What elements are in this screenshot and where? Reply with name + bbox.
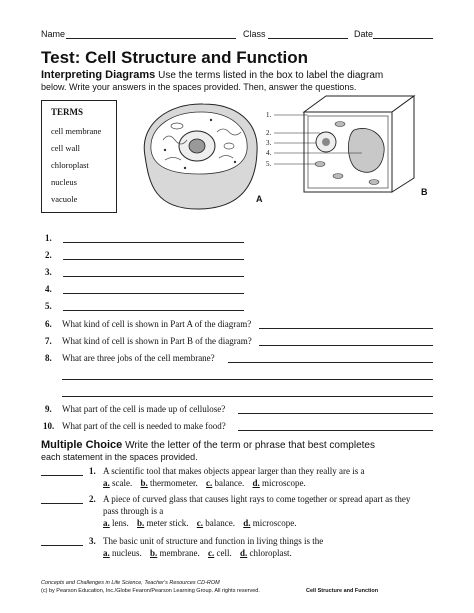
option-letter: a. bbox=[103, 478, 110, 488]
mc-stem: A scientific tool that makes objects appear larger than they really are is a bbox=[103, 466, 365, 476]
option-letter: c. bbox=[196, 518, 204, 528]
option-text: microscope. bbox=[252, 518, 297, 528]
term-item: vacuole bbox=[51, 194, 78, 204]
footer-copyright: (c) by Pearson Education, Inc./Globe Fearon/Pearson Learning Group. All rights reserved. bbox=[41, 588, 260, 594]
plant-cell-diagram bbox=[274, 90, 439, 196]
interpreting-line2: below. Write your answers in the spaces provided. Then, answer the questions. bbox=[41, 82, 357, 92]
footer-source: Concepts and Challenges in Life Science, Teacher's Resources CD-ROM bbox=[41, 580, 220, 586]
option-text: thermometer. bbox=[150, 478, 198, 488]
option-text: microscope. bbox=[262, 478, 306, 488]
answer-line[interactable] bbox=[63, 293, 244, 294]
multiple-choice-line1: Write the letter of the term or phrase that best completes bbox=[125, 440, 375, 451]
mc-options bbox=[103, 518, 297, 528]
term-item: chloroplast bbox=[51, 160, 89, 170]
date-label: Date bbox=[354, 29, 374, 39]
multiple-choice-instructions bbox=[41, 439, 375, 451]
label-b: B bbox=[421, 187, 428, 197]
option-letter: b. bbox=[137, 518, 145, 528]
question-text: What part of the cell is made up of cellulose? bbox=[62, 404, 226, 414]
mc-stem: A piece of curved glass that causes light rays to come together or spread apart as they bbox=[103, 494, 411, 504]
terms-box bbox=[41, 100, 117, 213]
mc-number: 3. bbox=[89, 536, 96, 546]
option-letter: a. bbox=[103, 548, 110, 558]
mc-options bbox=[103, 478, 306, 488]
term-item: cell membrane bbox=[51, 126, 102, 136]
option-text: chloroplast. bbox=[249, 548, 292, 558]
question-number: 6. bbox=[45, 319, 52, 329]
option-letter: c. bbox=[208, 548, 215, 558]
option-letter: d. bbox=[243, 518, 251, 528]
answer-line[interactable] bbox=[259, 345, 433, 346]
mc-answer-blank[interactable] bbox=[41, 545, 83, 546]
option-letter: d. bbox=[240, 548, 248, 558]
question-number: 9. bbox=[45, 404, 52, 414]
multiple-choice-heading: Multiple Choice bbox=[41, 439, 123, 451]
mc-answer-blank[interactable] bbox=[41, 475, 83, 476]
answer-line[interactable] bbox=[238, 413, 433, 414]
pointer-number: 2. bbox=[266, 129, 272, 137]
answer-number: 3. bbox=[45, 267, 52, 277]
answer-line[interactable] bbox=[228, 362, 433, 363]
interpreting-line1: Use the terms listed in the box to label the diagram bbox=[158, 70, 384, 81]
option-text: meter stick. bbox=[146, 518, 189, 528]
name-label: Name bbox=[41, 29, 66, 39]
term-item: nucleus bbox=[51, 177, 77, 187]
answer-line[interactable] bbox=[259, 328, 433, 329]
question-number: 10. bbox=[43, 421, 55, 431]
answer-line[interactable] bbox=[62, 396, 433, 397]
option-text: balance. bbox=[214, 478, 245, 488]
answer-line[interactable] bbox=[63, 310, 244, 311]
option-letter: b. bbox=[150, 548, 158, 558]
name-field[interactable] bbox=[66, 38, 236, 39]
question-text: What part of the cell is needed to make food? bbox=[62, 421, 226, 431]
page-title: Test: Cell Structure and Function bbox=[41, 48, 308, 67]
answer-line[interactable] bbox=[63, 276, 244, 277]
mc-stem: The basic unit of structure and function in living things is the bbox=[103, 536, 324, 546]
question-number: 7. bbox=[45, 336, 52, 346]
question-text: What kind of cell is shown in Part A of the diagram? bbox=[62, 319, 252, 329]
option-text: balance. bbox=[205, 518, 235, 528]
question-text: What kind of cell is shown in Part B of the diagram? bbox=[62, 336, 252, 346]
option-letter: b. bbox=[140, 478, 148, 488]
answer-number: 2. bbox=[45, 250, 52, 260]
mc-stem-continued: pass through is a bbox=[103, 506, 164, 516]
pointer-number: 1. bbox=[266, 111, 272, 119]
date-field[interactable] bbox=[373, 38, 433, 39]
multiple-choice-line2: each statement in the spaces provided. bbox=[41, 452, 198, 462]
answer-number: 1. bbox=[45, 233, 52, 243]
interpreting-heading: Interpreting Diagrams bbox=[41, 69, 156, 81]
terms-heading: TERMS bbox=[51, 107, 84, 117]
mc-answer-blank[interactable] bbox=[41, 503, 83, 504]
answer-line[interactable] bbox=[63, 259, 244, 260]
question-text: What are three jobs of the cell membrane? bbox=[62, 353, 215, 363]
option-letter: c. bbox=[206, 478, 213, 488]
label-a: A bbox=[256, 194, 263, 204]
option-text: cell. bbox=[216, 548, 232, 558]
class-label: Class bbox=[243, 29, 266, 39]
option-letter: a. bbox=[103, 518, 110, 528]
answer-number: 4. bbox=[45, 284, 52, 294]
animal-cell-diagram bbox=[135, 100, 265, 212]
answer-line[interactable] bbox=[63, 242, 244, 243]
answer-number: 5. bbox=[45, 301, 52, 311]
option-text: lens. bbox=[112, 518, 129, 528]
option-text: nucleus. bbox=[112, 548, 142, 558]
option-letter: d. bbox=[252, 478, 260, 488]
option-text: membrane. bbox=[159, 548, 200, 558]
answer-line[interactable] bbox=[62, 379, 433, 380]
mc-number: 2. bbox=[89, 494, 96, 504]
interpreting-instructions bbox=[41, 69, 383, 81]
mc-number: 1. bbox=[89, 466, 96, 476]
pointer-number: 5. bbox=[266, 160, 272, 168]
question-number: 8. bbox=[45, 353, 52, 363]
pointer-number: 3. bbox=[266, 139, 272, 147]
pointer-number: 4. bbox=[266, 149, 272, 157]
class-field[interactable] bbox=[268, 38, 348, 39]
term-item: cell wall bbox=[51, 143, 81, 153]
mc-options bbox=[103, 548, 292, 558]
answer-line[interactable] bbox=[238, 430, 433, 431]
option-text: scale. bbox=[112, 478, 133, 488]
footer-chapter: Cell Structure and Function bbox=[306, 588, 379, 594]
